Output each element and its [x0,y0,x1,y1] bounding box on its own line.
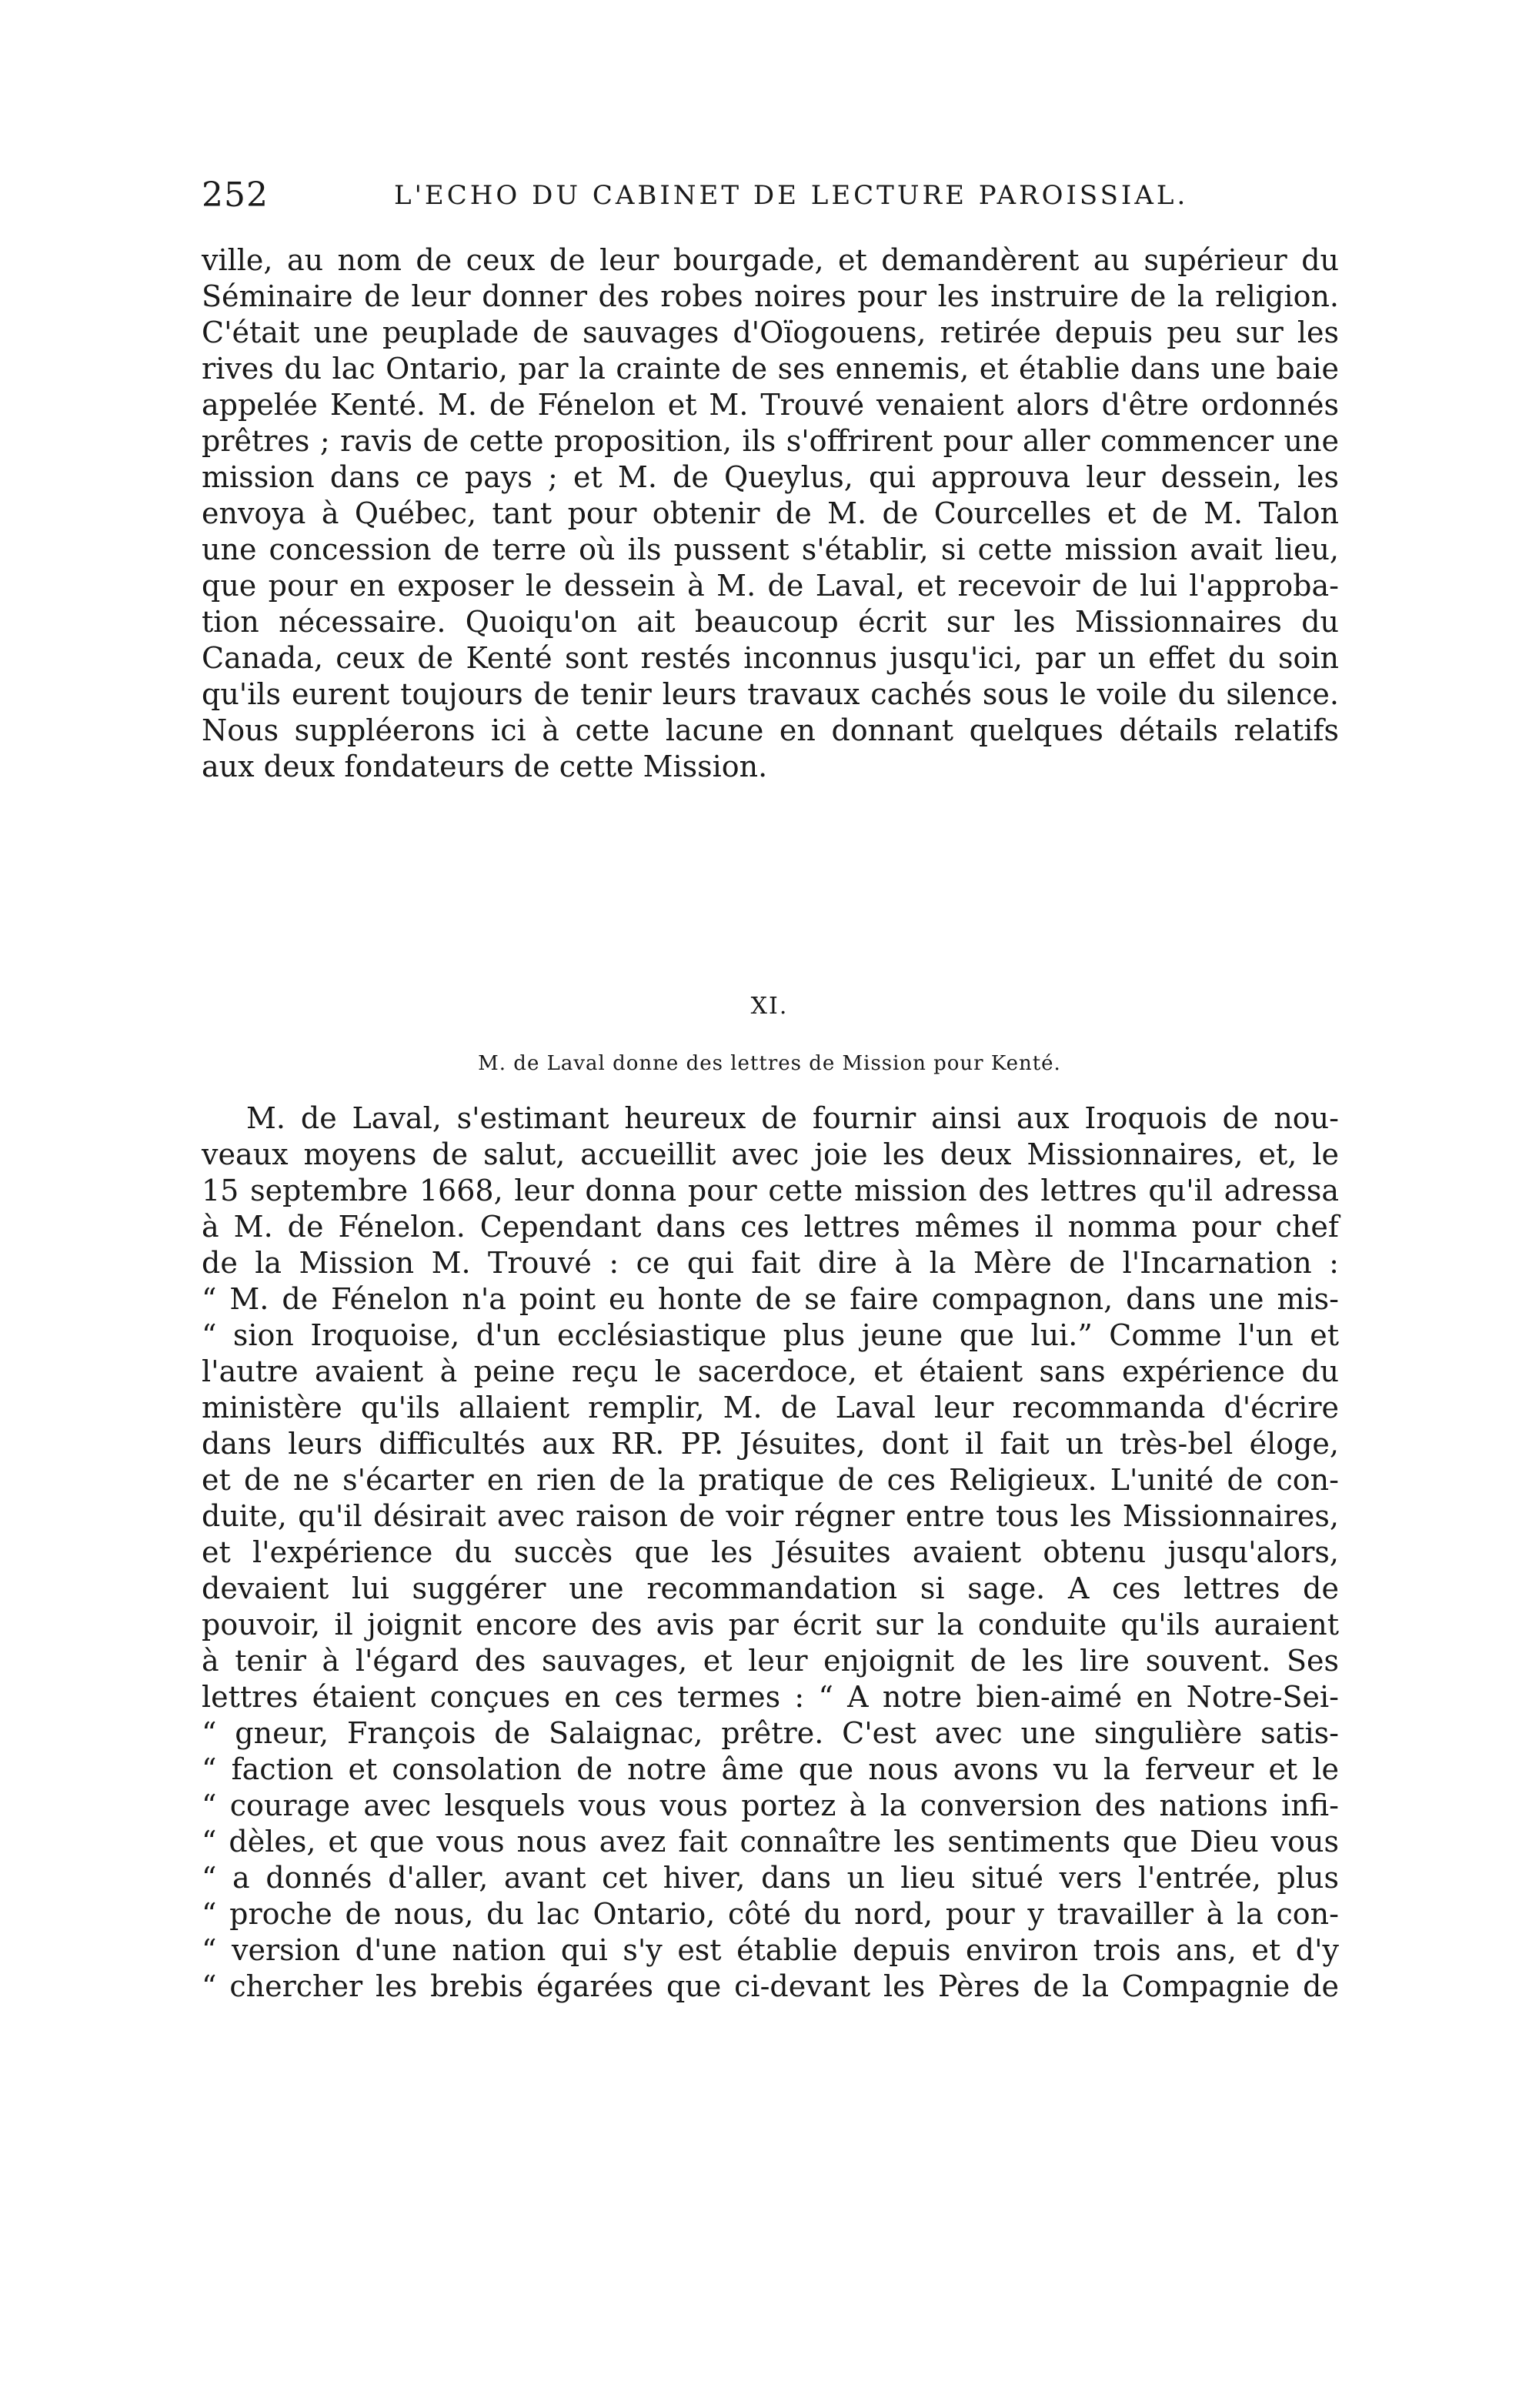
text-line: Nous suppléerons ici à cette lacune en donnant quelques détails relatifs [202,713,1339,747]
text-line: que pour en exposer le dessein à M. de Laval, et recevoir de lui l'approba- [202,569,1339,603]
paragraph-2 [202,1100,1339,2005]
text-line: lettres étaient conçues en ces termes : “ A notre bien-aimé en Notre-Sei- [202,1680,1339,1714]
text-line: appelée Kenté. M. de Fénelon et M. Trouvé venaient alors d'être ordonnés [202,388,1339,422]
text-line: “ proche de nous, du lac Ontario, côté du nord, pour y travailler à la con- [202,1897,1339,1931]
text-line: mission dans ce pays ; et M. de Queylus, qui approuva leur dessein, les [202,460,1339,494]
text-line: devaient lui suggérer une recommandation si sage. A ces lettres de [202,1571,1339,1605]
text-line: “ gneur, François de Salaignac, prêtre. C'est avec une singulière satis- [202,1716,1339,1750]
text-line: et de ne s'écarter en rien de la pratique de ces Religieux. L'unité de con- [202,1463,1339,1497]
text-line: à tenir à l'égard des sauvages, et leur enjoignit de les lire souvent. Ses [202,1644,1339,1678]
text-line: de la Mission M. Trouvé : ce qui fait dire à la Mère de l'Incarnation : [202,1246,1339,1280]
text-line: “ a donnés d'aller, avant cet hiver, dans un lieu situé vers l'entrée, plus [202,1861,1339,1895]
text-line: rives du lac Ontario, par la crainte de ses ennemis, et établie dans une baie [202,352,1339,386]
text-line: “ faction et consolation de notre âme que nous avons vu la ferveur et le [202,1752,1339,1786]
page-header [202,175,1340,222]
text-line: qu'ils eurent toujours de tenir leurs travaux cachés sous le voile du silence. [202,677,1339,711]
text-line: “ M. de Fénelon n'a point eu honte de se faire compagnon, dans une mis- [202,1282,1339,1316]
text-line: Canada, ceux de Kenté sont restés inconnus jusqu'ici, par un effet du soin [202,641,1339,675]
text-line: “ chercher les brebis égarées que ci-devant les Pères de la Compagnie de [202,1969,1339,2003]
paragraph-1 [202,242,1339,785]
text-line: veaux moyens de salut, accueillit avec joie les deux Missionnaires, et, le [202,1137,1339,1171]
text-line: ministère qu'ils allaient remplir, M. de Laval leur recommanda d'écrire [202,1391,1339,1424]
text-line: Séminaire de leur donner des robes noires pour les instruire de la religion. [202,279,1339,313]
text-line: l'autre avaient à peine reçu le sacerdoce, et étaient sans expérience du [202,1354,1339,1388]
text-line: une concession de terre où ils pussent s'établir, si cette mission avait lieu, [202,533,1339,566]
text-line: aux deux fondateurs de cette Mission. [202,750,768,783]
section-title: M. de Laval donne des lettres de Mission pour Kenté. [478,1052,1061,1075]
running-head: L'ECHO DU CABINET DE LECTURE PAROISSIAL. [394,180,1189,211]
text-line: duite, qu'il désirait avec raison de voir régner entre tous les Missionnaires, [202,1499,1339,1533]
text-line: pouvoir, il joignit encore des avis par écrit sur la conduite qu'ils auraient [202,1608,1339,1642]
text-line: “ dèles, et que vous nous avez fait connaître les sentiments que Dieu vous [202,1825,1339,1859]
text-line: M. de Laval, s'estimant heureux de fournir ainsi aux Iroquois de nou- [246,1101,1339,1135]
text-line: prêtres ; ravis de cette proposition, ils s'offrirent pour aller commencer une [202,424,1339,458]
text-line: ville, au nom de ceux de leur bourgade, et demandèrent au supérieur du [202,243,1339,277]
text-line: C'était une peuplade de sauvages d'Oïogouens, retirée depuis peu sur les [202,316,1339,349]
text-line: dans leurs difficultés aux RR. PP. Jésuites, dont il fait un très-bel éloge, [202,1427,1339,1461]
text-line: et l'expérience du succès que les Jésuites avaient obtenu jusqu'alors, [202,1535,1339,1569]
text-line: envoya à Québec, tant pour obtenir de M. de Courcelles et de M. Talon [202,496,1339,530]
text-line: “ courage avec lesquels vous vous portez à la conversion des nations infi- [202,1788,1339,1822]
text-line: “ sion Iroquoise, d'un ecclésiastique plus jeune que lui.” Comme l'un et [202,1318,1339,1352]
text-line: 15 septembre 1668, leur donna pour cette mission des lettres qu'il adressa [202,1174,1339,1207]
text-line: à M. de Fénelon. Cependant dans ces lettres mêmes il nomma pour chef [202,1210,1339,1244]
text-line: tion nécessaire. Quoiqu'on ait beaucoup écrit sur les Missionnaires du [202,605,1339,639]
section-number: XI. [750,993,789,1020]
page-number: 252 [202,175,269,215]
text-line: “ version d'une nation qui s'y est établie depuis environ trois ans, et d'y [202,1933,1339,1967]
